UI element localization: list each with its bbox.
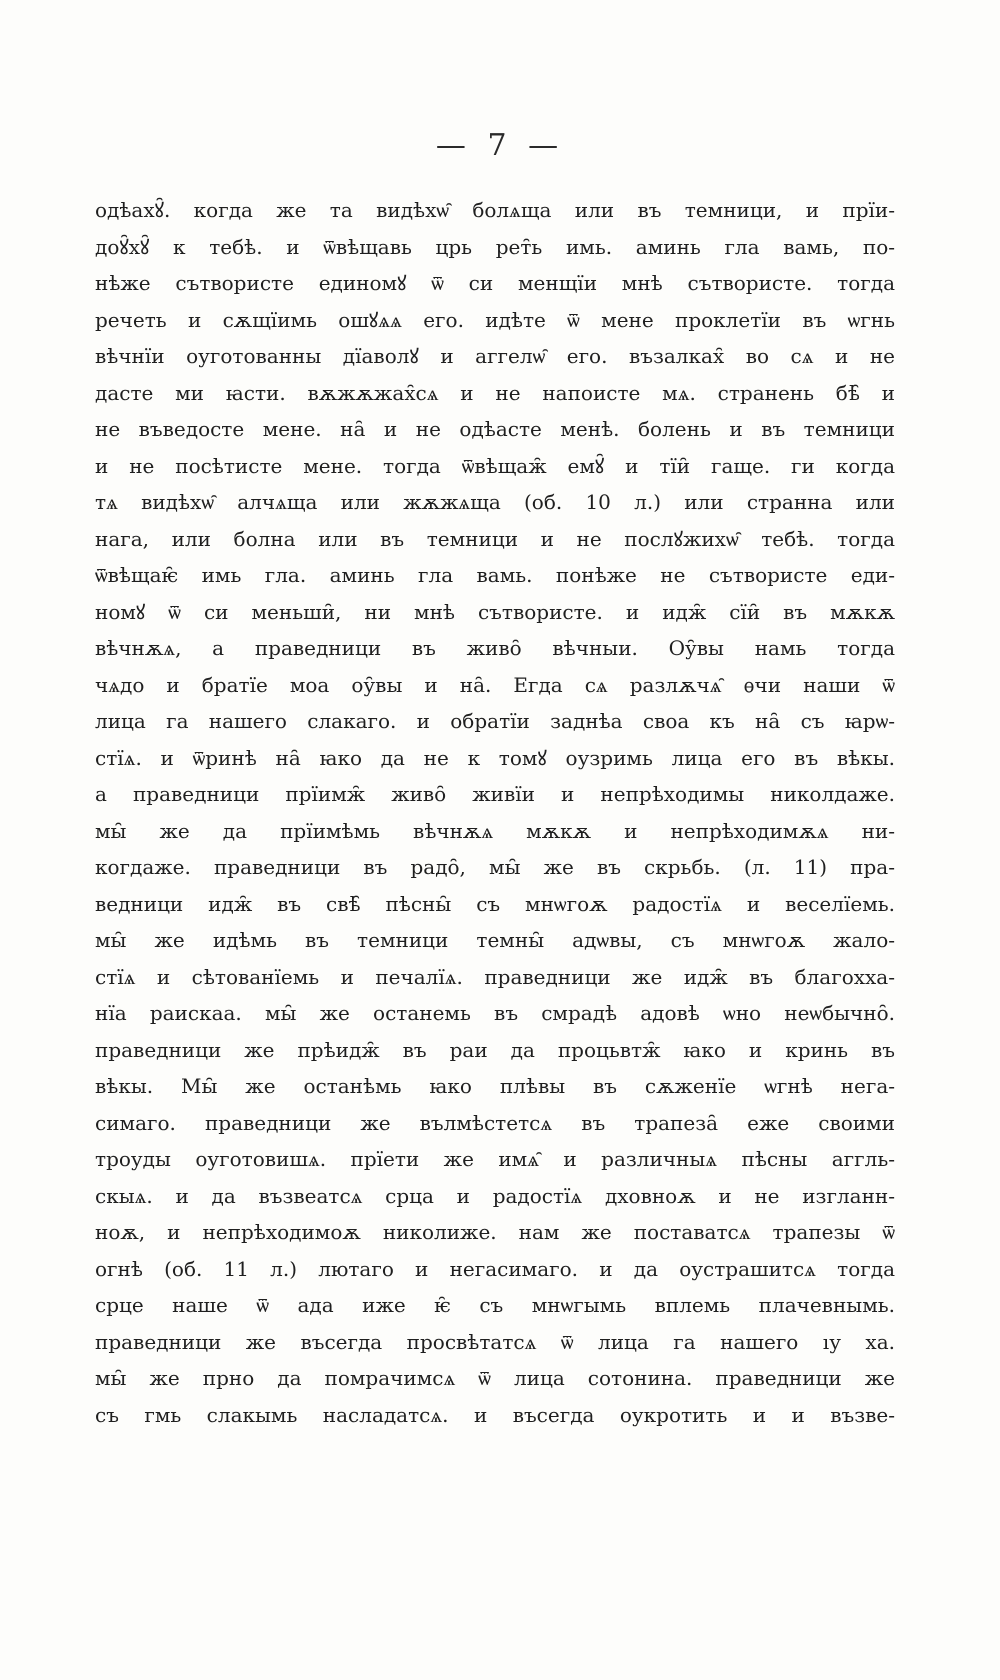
text-line: вѣчнїи оуготованны дїаволꙋ и аггелѡ̑ его. възалках̑ во сѧ и не — [95, 344, 895, 368]
text-line: стїѧ. и ѿринѣ на̑ ꙗко да не к томꙋ оузримь лица его въ вѣкы. — [95, 745, 895, 770]
text-line: мы̑ же идѣмь въ темници темны̑ адѡвы, съ мнѡгоѫ жало- — [95, 928, 895, 952]
text-line: нага, или болна или въ темници и не послꙋжихѡ̑ тебѣ. тогда — [95, 526, 895, 551]
text-line: когдаже. праведници въ радо̑, мы̑ же въ скрьбь. (л. 11) пра- — [95, 855, 895, 879]
text-line: скыѧ. и да възвеатсѧ срца и радостїѧ дховноѫ и не изгланн- — [95, 1183, 895, 1208]
text-line: съ гмь слакымь насладатсѧ. и въсегда оукротить и и възве- — [95, 1402, 895, 1427]
text-line: стїѧ и сѣтованїемь и печалїѧ. праведници же идж̑ въ благохха- — [95, 964, 895, 989]
text-line: вѣкы. Мы̑ же останѣмь ꙗко плѣвы въ сѫженїе ѡгнѣ нега- — [95, 1074, 895, 1098]
text-line: нѣже сътвористе единомꙋ ѿ си менщїи мнѣ сътвористе. тогда — [95, 271, 895, 295]
text-line: тѧ видѣхѡ̑ алчѧща или жѫжѧща (об. 10 л.) или странна или — [95, 490, 895, 514]
text-line: праведници же прѣидж̑ въ раи да процьвтж̑ ꙗко и кринь въ — [95, 1037, 895, 1062]
text-line: мы̑ же прно да помрачимсѧ ѿ лица сотонина. праведници же — [95, 1366, 895, 1390]
text-line: ѿвѣщаѥ̑ имь гла. аминь гла вамь. понѣже не сътвористе еди- — [95, 563, 895, 587]
text-line: чѧдо и братїе моа оу̑вы и на̑. Егда сѧ разлѫчѧ̑ ѳчи наши ѿ — [95, 672, 895, 697]
text-line: лица га нашего слакаго. и обратїи заднѣа своа къ на̑ съ ꙗрѡ- — [95, 709, 895, 733]
text-line: праведници же въсегда просвѣтатсѧ ѿ лица га нашего ıу ха. — [95, 1329, 895, 1354]
text-line: доꙋ̑хꙋ̑ к тебѣ. и ѿвѣщавь црь рет̑ь имь. аминь гла вамь, по- — [95, 234, 895, 259]
page-number: — 7 — — [435, 128, 565, 163]
text-line: а праведници прїимж̑ живо̑ живїи и непрѣходимы николдаже. — [95, 782, 895, 806]
text-line: огнѣ (об. 11 л.) лютаго и негасимаго. и да оустрашитсѧ тогда — [95, 1256, 895, 1281]
body-text — [95, 192, 895, 1433]
text-line: троуды оуготовишѧ. прїети же имѧ̑ и различныѧ пѣсны аггль- — [95, 1147, 895, 1171]
text-line: ведници идж̑ въ свѣ̑ пѣсны̑ съ мнѡгоѫ радостїѧ и веселїемь. — [95, 891, 895, 916]
text-line: речеть и сѫщїимь ошꙋѧѧ его. идѣте ѿ мене проклетїи въ ѡгнь — [95, 307, 895, 332]
text-line: не въведосте мене. на̑ и не одѣасте менѣ. болень и въ темници — [95, 417, 895, 441]
text-line: дасте ми ꙗсти. вѫжѫжах̑сѧ и не напоисте мѧ. странень бѣ̑ и — [95, 380, 895, 405]
text-line: вѣчнѫѧ, а праведници въ живо̑ вѣчныи. Оу̑вы намь тогда — [95, 636, 895, 660]
text-line: мы̑ же да прїимѣмь вѣчнѫѧ мѫкѫ и непрѣходимѫѧ ни- — [95, 818, 895, 843]
text-line: нїа раискаа. мы̑ же останемь въ смрадѣ адовѣ ѡно неѡбычно̑. — [95, 1001, 895, 1025]
text-line: симаго. праведници же вълмѣстетсѧ въ трапеза̑ еже своими — [95, 1110, 895, 1135]
text-line: одѣахꙋ̑. когда же та видѣхѡ̑ болѧща или въ темници, и прїи- — [95, 198, 895, 222]
text-line: срце наше ѿ ада иже ѥ̑ съ мнѡгымь вплемь плачевнымь. — [95, 1293, 895, 1317]
text-line: номꙋ ѿ си меньши̑, ни мнѣ сътвористе. и идж̑ сїи̑ въ мѫкѫ — [95, 599, 895, 624]
text-line: ноѫ, и непрѣходимоѫ николиже. нам же поставатсѧ трапезы ѿ — [95, 1220, 895, 1244]
text-line: и не посѣтисте мене. тогда ѿвѣщаж̑ емꙋ̑ и тїи̑ гаще. ги когда — [95, 453, 895, 478]
